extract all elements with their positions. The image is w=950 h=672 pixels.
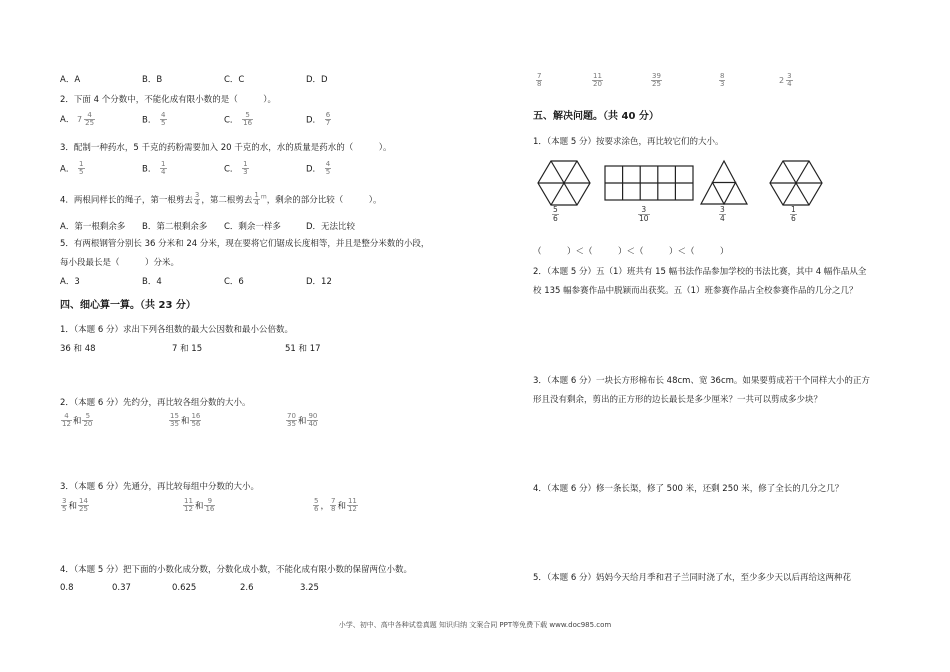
numerator: 11 [347,497,357,505]
fraction [347,498,358,514]
figure-label-2 [637,206,651,223]
option-letter: B． [142,164,157,175]
option-letter: C． [224,115,239,126]
numerator: 4 [64,412,69,420]
s5-question-2-line2: 校 135 幅参赛作品中脱颖而出获奖。五（1）班参赛作品占全校参赛作品的几分之几？ [533,286,858,296]
denominator: 5 [79,168,84,177]
numerator: 5 [553,205,558,214]
s4-question-4-text: 4．（本题 5 分）把下面的小数化成分数，分数化成小数，不能化成有限小数的保留两位小数。 [60,565,412,575]
q2-option-c [224,112,254,128]
question-4-text [60,192,382,208]
shapes-figure [533,158,843,208]
numerator: 4 [325,160,331,168]
q5-option-b: B．4 [142,277,162,287]
triangle-quarters [701,161,747,204]
numerator: 5 [314,497,319,505]
denominator: 25 [78,505,88,514]
numerator: 3 [720,205,725,214]
s4-q2-group-2 [168,413,202,429]
fraction [286,413,297,429]
q4-text-b: ，第二根剪去 [201,195,253,206]
numerator: 5 [85,412,91,420]
q4-text-c: ，剩余的部分比较（ ）。 [266,195,382,206]
denominator: 16 [243,119,253,128]
numerator: 3 [641,205,647,214]
fraction [536,73,542,89]
connector: 和 [72,416,82,427]
denominator: 12 [184,505,193,514]
q4-text-a: 4．两根同样长的绳子，第一根剪去 [60,195,193,206]
prev-option-c: C．C [224,75,245,85]
option-letter: D． [306,115,322,126]
fraction [84,112,95,128]
q4-option-b: B．第二根剩余多 [142,222,208,232]
s5-question-1-text: 1．（本题 5 分）按要求涂色，再比较它们的大小。 [533,137,724,147]
fraction [160,161,166,177]
denominator: 35 [170,420,179,429]
connector: 和 [337,501,346,512]
top-fraction-4 [718,73,726,89]
numerator: 4 [87,111,92,119]
fraction [190,413,201,429]
fraction [786,73,792,89]
fraction [242,112,253,128]
numerator: 1 [243,160,248,168]
numerator: 1 [79,160,84,168]
q3-option-c [224,161,250,177]
denominator: 3 [243,168,248,177]
q5-option-a: A．3 [60,277,80,287]
top-fraction-5 [779,73,794,89]
denominator: 6 [314,505,319,514]
fraction [253,192,259,208]
q3-option-b [142,161,168,177]
denominator: 5 [62,505,67,514]
denominator: 25 [652,80,661,89]
denominator: 4 [787,80,792,89]
mixed-number [779,73,794,89]
denominator: 4 [194,199,200,208]
connector: 和 [68,501,77,512]
denominator: 8 [330,505,336,514]
fraction [313,498,319,514]
numerator: 1 [161,160,166,168]
mixed-number [77,112,96,128]
top-fraction-2 [591,73,604,89]
s5-question-3-line2: 形且没有剩余，剪出的正方形的边长最长是多少厘米？一共可以剪成多少块？ [533,395,823,405]
fraction [61,498,67,514]
s4-q4-item-2: 0.37 [112,583,131,593]
denominator: 12 [347,505,357,514]
numerator: 5 [245,111,250,119]
section-5-title: 五、解决问题。（共 40 分） [533,111,659,122]
denominator: 12 [62,420,71,429]
denominator: 10 [639,213,649,223]
numerator: 4 [161,111,166,119]
fraction [78,161,84,177]
q3-option-d [306,161,332,177]
fraction [790,206,797,223]
figure-label-4 [789,206,798,223]
s5-question-5-text: 5．（本题 6 分）妈妈今天给月季和君子兰同时浇了水，至少多少天以后再给这两种花 [533,573,851,583]
numerator: 3 [194,191,200,199]
hexagon-sixths-2 [770,161,822,205]
fraction [325,112,331,128]
s4-q3-group-1 [60,498,90,514]
s4-q4-item-4: 2.6 [240,583,254,593]
option-letter: D． [306,164,322,175]
prev-option-b: B．B [142,75,163,85]
s4-q4-item-3: 0.625 [172,583,197,593]
q4-option-a: A．第一根剩余多 [60,222,126,232]
hexagon-sixths-1 [538,161,590,205]
numerator: 39 [652,72,661,80]
q3-option-a [60,161,86,177]
top-fraction-1 [535,73,543,89]
question-5-line1: 5．有两根钢管分别长 36 分米和 24 分米，现在要将它们锯成长度相等，并且是整分米数的小段， [60,239,430,249]
question-3-text: 3．配制一种药水，5 千克的药粉需要加入 20 千克的水，水的质量是药水的（ ）。 [60,143,392,153]
fraction [78,498,89,514]
numerator: 6 [325,111,331,119]
numerator: 15 [170,412,179,420]
s4-q4-item-5: 3.25 [300,583,319,593]
fraction [61,413,72,429]
denominator: 20 [83,420,93,429]
denominator: 35 [287,420,296,429]
s4-q1-item-2: 7 和 15 [172,344,203,354]
connector: 和 [180,416,190,427]
whole-part: 2 [779,76,785,86]
fraction [719,206,726,223]
fraction [194,192,200,208]
numerator: 90 [308,412,318,420]
denominator: 4 [161,168,166,177]
numerator: 16 [191,412,201,420]
fraction [183,498,194,514]
option-letter: A． [60,164,75,175]
fraction [330,498,336,514]
fraction [592,73,603,89]
figure-label-3 [718,206,727,223]
fraction [242,161,248,177]
fraction [719,73,725,89]
option-letter: B． [142,115,157,126]
q2-option-d [306,112,332,128]
numerator: 70 [287,412,296,420]
denominator: 20 [593,80,602,89]
s4-q3-group-3 [312,498,359,514]
denominator: 8 [537,80,542,89]
denominator: 4 [720,213,725,223]
separator: ， [320,501,329,512]
fraction [552,206,559,223]
whole-part: 7 [77,115,83,125]
s4-q2-group-1 [60,413,94,429]
fraction [82,413,93,429]
numerator: 8 [720,72,725,80]
s4-q1-item-1: 36 和 48 [60,344,96,354]
fraction [307,413,318,429]
s4-question-3-text: 3．（本题 6 分）先通分，再比较每组中分数的大小。 [60,482,259,492]
question-2-text: 2．下面 4 个分数中，不能化成有限小数的是（ ）。 [60,95,276,105]
fraction [325,161,331,177]
page-footer: 小学、初中、高中各种试卷真题 知识归纳 文案合同 PPT等免费下载 www.doc985.com [338,621,612,629]
fraction [638,206,650,223]
q5-option-c: C．6 [224,277,244,287]
denominator: 7 [325,119,331,128]
numerator: 14 [78,497,88,505]
s4-q4-item-1: 0.8 [60,583,74,593]
numerator: 11 [184,497,193,505]
numerator: 7 [330,497,336,505]
prev-option-a: A．A [60,75,81,85]
connector: 和 [297,416,307,427]
denominator: 6 [553,213,558,223]
numerator: 11 [593,72,602,80]
compare-blanks: （ ）＜（ ）＜（ ）＜（ ） [533,247,729,257]
denominator: 3 [720,80,725,89]
numerator: 3 [787,72,792,80]
q2-option-b [142,112,168,128]
q4-option-c: C．剩余一样多 [224,222,281,232]
s5-question-3-line1: 3．（本题 6 分）一块长方形棉布长 48cm、宽 36cm。如果要剪成若干个同样大小的正方 [533,376,870,386]
s4-question-1-text: 1．（本题 6 分）求出下列各组数的最大公因数和最小公倍数。 [60,325,293,335]
numerator: 1 [791,205,796,214]
numerator: 9 [207,497,213,505]
s4-q3-group-2 [182,498,216,514]
s4-q1-item-3: 51 和 17 [285,344,321,354]
q2-option-a [60,112,96,128]
numerator: 1 [254,191,259,199]
option-letter: C． [224,164,239,175]
fraction [204,498,215,514]
fraction [651,73,662,89]
s5-question-4-text: 4．（本题 6 分）修一条长渠，修了 500 米，还剩 250 米，修了全长的几分之几？ [533,484,844,494]
numerator: 3 [62,497,67,505]
fraction [169,413,180,429]
rectangle-tenths [605,166,693,200]
denominator: 4 [254,199,259,208]
denominator: 5 [325,168,331,177]
denominator: 25 [85,119,95,128]
figure-label-1 [551,206,560,223]
denominator: 16 [205,505,215,514]
s4-q2-group-3 [285,413,319,429]
q4-option-d: D．无法比较 [306,222,356,232]
unit: m [260,193,267,201]
denominator: 56 [191,420,201,429]
top-fraction-3 [650,73,663,89]
option-letter: A． [60,115,75,126]
s4-question-2-text: 2．（本题 6 分）先约分，再比较各组分数的大小。 [60,398,251,408]
prev-option-d: D．D [306,75,328,85]
denominator: 5 [161,119,166,128]
question-5-line2: 每小段最长是（ ）分米。 [60,258,180,268]
denominator: 6 [791,213,796,223]
s5-question-2-line1: 2．（本题 5 分）五（1）班共有 15 幅书法作品参加学校的书法比赛，其中 4 幅作品从全 [533,267,867,277]
q5-option-d: D．12 [306,277,332,287]
section-4-title: 四、细心算一算。（共 23 分） [60,300,196,311]
connector: 和 [194,501,204,512]
denominator: 40 [308,420,318,429]
fraction [160,112,166,128]
numerator: 7 [537,72,542,80]
